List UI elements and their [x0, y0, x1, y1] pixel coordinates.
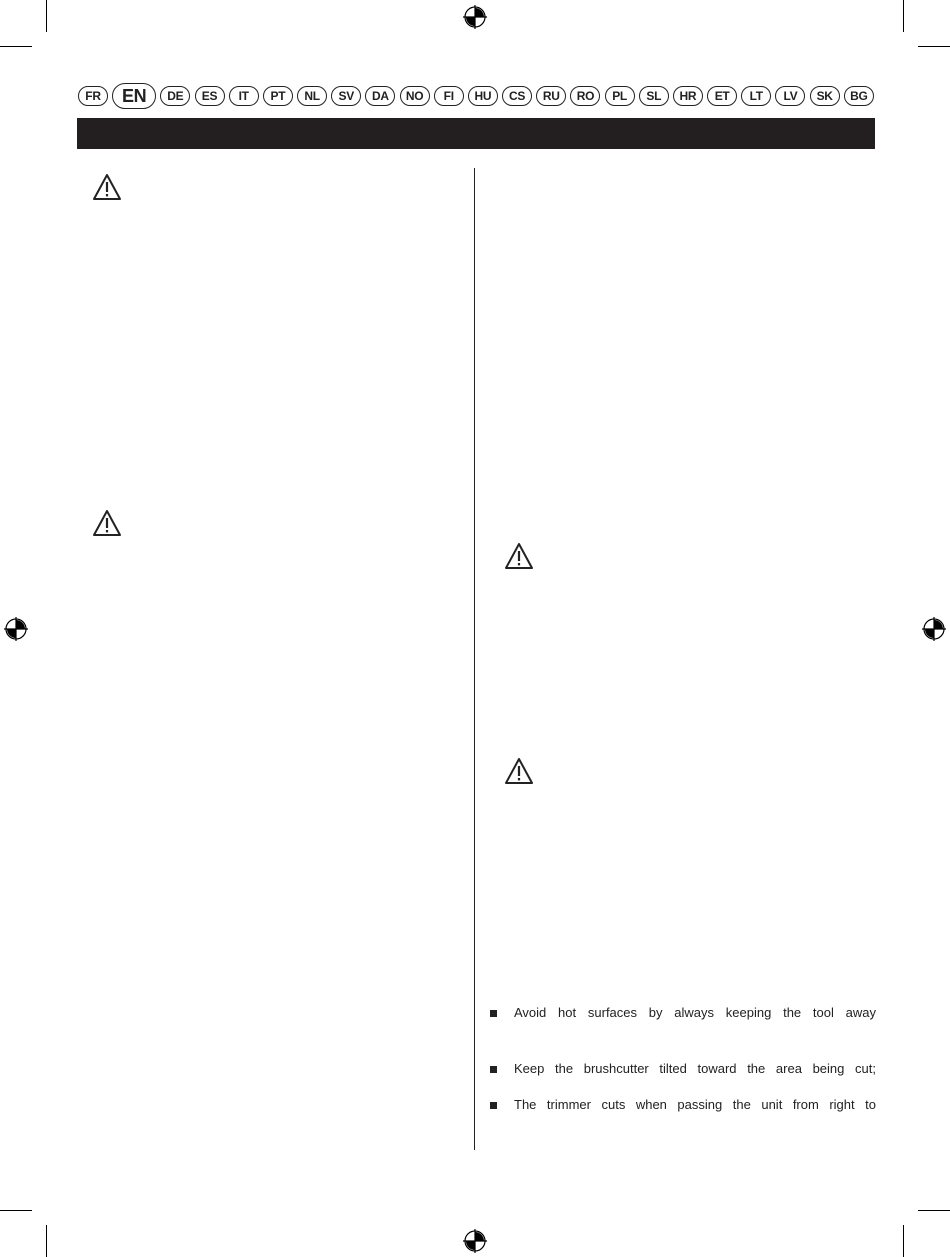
crop-mark-top-right-horizontal: [918, 46, 950, 47]
section-header-bar: [77, 118, 875, 149]
bullet-text: The trimmer cuts when passing the unit from right to: [514, 1097, 876, 1112]
language-tab-no[interactable]: NO: [400, 86, 430, 106]
bullet-square-icon: [490, 1066, 497, 1073]
language-tab-it[interactable]: IT: [229, 86, 259, 106]
language-tab-pt[interactable]: PT: [263, 86, 293, 106]
language-tabs: [78, 84, 874, 108]
language-tab-ro[interactable]: RO: [570, 86, 600, 106]
language-tab-ru[interactable]: RU: [536, 86, 566, 106]
warning-triangle-icon: [504, 757, 534, 785]
language-tab-lv[interactable]: LV: [775, 86, 805, 106]
crop-mark-top-left-vertical: [46, 0, 47, 32]
language-tab-fi[interactable]: FI: [434, 86, 464, 106]
registration-target-icon-left: [4, 617, 28, 641]
crop-mark-bottom-left-vertical: [46, 1225, 47, 1257]
language-tab-sv[interactable]: SV: [331, 86, 361, 106]
language-tab-et[interactable]: ET: [707, 86, 737, 106]
bullet-square-icon: [490, 1010, 497, 1017]
list-item: [488, 1097, 876, 1113]
language-tab-hr[interactable]: HR: [673, 86, 703, 106]
registration-target-icon-right: [922, 617, 946, 641]
language-tab-de[interactable]: DE: [160, 86, 190, 106]
crop-mark-top-left-horizontal: [0, 46, 32, 47]
language-tab-hu[interactable]: HU: [468, 86, 498, 106]
language-tab-bg[interactable]: BG: [844, 86, 874, 106]
warning-triangle-icon: [504, 542, 534, 570]
list-item: [488, 1061, 876, 1077]
bullet-text: Avoid hot surfaces by always keeping the tool away: [514, 1005, 876, 1020]
bullet-text: Keep the brushcutter tilted toward the area being cut;: [514, 1061, 876, 1076]
language-tab-da[interactable]: DA: [365, 86, 395, 106]
registration-target-icon-bottom: [463, 1229, 487, 1253]
language-tab-fr[interactable]: FR: [78, 86, 108, 106]
language-tab-en[interactable]: EN: [112, 83, 156, 109]
registration-target-icon-top: [463, 5, 487, 29]
crop-mark-bottom-right-vertical: [903, 1225, 904, 1257]
list-item: [488, 1005, 876, 1021]
language-tab-cs[interactable]: CS: [502, 86, 532, 106]
language-tab-lt[interactable]: LT: [741, 86, 771, 106]
language-tab-es[interactable]: ES: [195, 86, 225, 106]
warning-triangle-icon: [92, 509, 122, 537]
language-tab-sl[interactable]: SL: [639, 86, 669, 106]
warning-triangle-icon: [92, 173, 122, 201]
crop-mark-top-right-vertical: [903, 0, 904, 32]
language-tab-sk[interactable]: SK: [810, 86, 840, 106]
crop-mark-bottom-right-horizontal: [918, 1210, 950, 1211]
language-tab-nl[interactable]: NL: [297, 86, 327, 106]
crop-mark-bottom-left-horizontal: [0, 1210, 32, 1211]
language-tab-pl[interactable]: PL: [605, 86, 635, 106]
column-divider: [474, 168, 475, 1150]
bullet-square-icon: [490, 1102, 497, 1109]
